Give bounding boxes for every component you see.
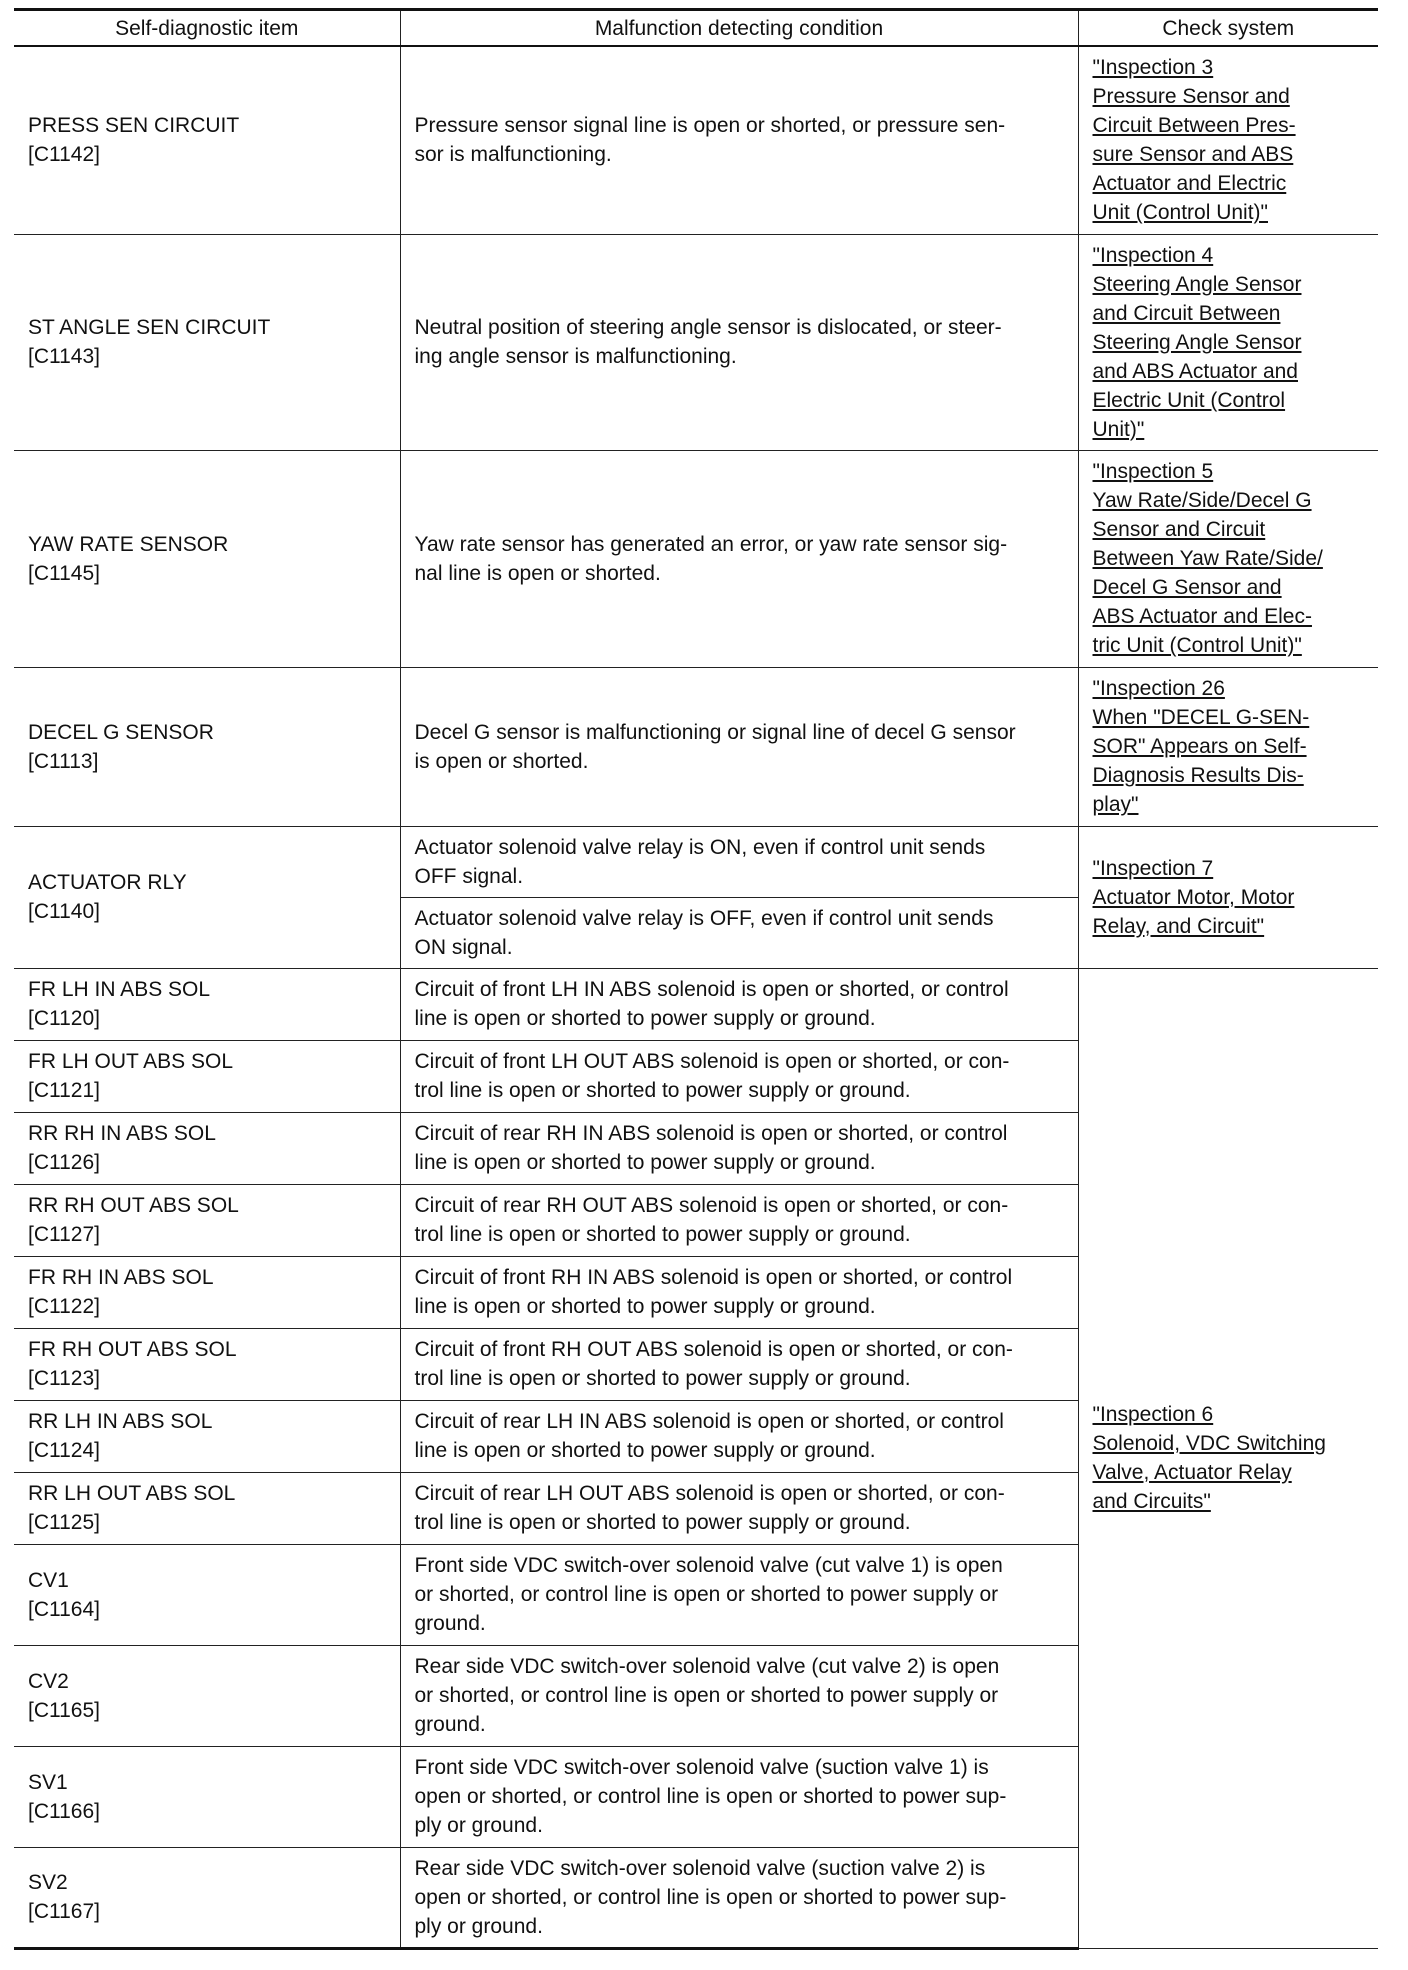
link-line: When "DECEL G-SEN- xyxy=(1092,706,1310,729)
condition-line: trol line is open or shorted to power supply or ground. xyxy=(414,1511,911,1534)
item-code: [C1120] xyxy=(28,1007,100,1030)
inspection-26-link[interactable] xyxy=(1093,674,1371,819)
table-row xyxy=(14,826,1378,897)
condition-line: nal line is open or shorted. xyxy=(414,561,661,585)
malfunction-condition xyxy=(400,968,1078,1040)
inspection-4-link[interactable] xyxy=(1093,241,1371,444)
link-line: Unit (Control Unit)" xyxy=(1092,201,1268,225)
link-line: "Inspection 4 xyxy=(1092,243,1214,267)
table-row xyxy=(14,667,1378,826)
condition-line: ground. xyxy=(414,1713,486,1736)
self-diagnostic-item xyxy=(14,1184,400,1256)
item-name: ACTUATOR RLY xyxy=(28,871,187,894)
link-line: "Inspection 3 xyxy=(1092,56,1214,80)
malfunction-condition xyxy=(400,1645,1078,1746)
item-code: [C1166] xyxy=(28,1799,100,1823)
condition-line: Front side VDC switch-over solenoid valve (suction valve 1) is xyxy=(414,1756,989,1779)
item-code: [C1165] xyxy=(28,1698,100,1722)
item-code: [C1125] xyxy=(28,1511,100,1534)
table-header-row xyxy=(14,10,1378,47)
link-line: Decel G Sensor and xyxy=(1092,576,1282,599)
link-line: Unit)" xyxy=(1092,417,1145,441)
condition-line: trol line is open or shorted to power supply or ground. xyxy=(414,1367,911,1390)
item-code: [C1143] xyxy=(28,345,100,368)
self-diagnostic-item xyxy=(14,968,400,1040)
self-diagnostic-item xyxy=(14,1112,400,1184)
link-line: and Circuit Between xyxy=(1092,301,1281,325)
link-line: Diagnosis Results Dis- xyxy=(1092,764,1304,787)
condition-line: line is open or shorted to power supply or ground. xyxy=(414,1439,876,1462)
item-name: FR RH IN ABS SOL xyxy=(28,1266,214,1289)
condition-line: open or shorted, or control line is open or shorted to power sup- xyxy=(414,1785,1007,1808)
item-code: [C1126] xyxy=(28,1151,100,1174)
item-name: DECEL G SENSOR xyxy=(28,720,214,744)
condition-line: Rear side VDC switch-over solenoid valve (suction valve 2) is xyxy=(414,1856,986,1880)
check-system xyxy=(1078,968,1378,1948)
link-line: Valve, Actuator Relay xyxy=(1092,1461,1292,1484)
malfunction-condition xyxy=(400,826,1078,897)
malfunction-condition xyxy=(400,897,1078,968)
condition-line: Decel G sensor is malfunctioning or signal line of decel G sensor xyxy=(414,720,1016,744)
link-line: Electric Unit (Control xyxy=(1092,388,1286,412)
condition-line: OFF signal. xyxy=(414,864,524,888)
item-code: [C1127] xyxy=(28,1223,100,1246)
malfunction-condition xyxy=(400,1040,1078,1112)
item-name: FR RH OUT ABS SOL xyxy=(28,1338,237,1361)
malfunction-condition xyxy=(400,1112,1078,1184)
header-malfunction-condition: Malfunction detecting condition xyxy=(400,10,1078,47)
condition-line: is open or shorted. xyxy=(414,749,589,773)
condition-line: line is open or shorted to power supply or ground. xyxy=(414,1151,876,1174)
malfunction-condition xyxy=(400,234,1078,450)
self-diagnostic-item xyxy=(14,826,400,968)
malfunction-condition xyxy=(400,667,1078,826)
item-code: [C1164] xyxy=(28,1597,100,1621)
self-diagnostic-item xyxy=(14,1847,400,1948)
item-name: RR RH IN ABS SOL xyxy=(28,1122,216,1145)
link-line: Between Yaw Rate/Side/ xyxy=(1092,547,1323,570)
self-diagnostic-item xyxy=(14,667,400,826)
item-name: SV1 xyxy=(28,1770,68,1794)
self-diagnostic-item xyxy=(14,1328,400,1400)
link-line: and Circuits" xyxy=(1092,1490,1211,1513)
item-code: [C1121] xyxy=(28,1079,100,1102)
link-line: and ABS Actuator and xyxy=(1092,359,1298,383)
condition-line: trol line is open or shorted to power supply or ground. xyxy=(414,1223,911,1246)
item-name: SV2 xyxy=(28,1871,68,1894)
condition-line: Circuit of rear LH IN ABS solenoid is open or shorted, or control xyxy=(414,1410,1004,1433)
item-code: [C1122] xyxy=(28,1295,100,1318)
malfunction-condition xyxy=(400,1184,1078,1256)
condition-line: trol line is open or shorted to power supply or ground. xyxy=(414,1079,911,1102)
item-code: [C1140] xyxy=(28,900,100,923)
item-name: ST ANGLE SEN CIRCUIT xyxy=(28,316,271,339)
condition-line: ON signal. xyxy=(414,935,513,959)
condition-line: Circuit of front RH OUT ABS solenoid is open or shorted, or con- xyxy=(414,1338,1013,1361)
item-name: CV2 xyxy=(28,1669,69,1693)
link-line: Pressure Sensor and xyxy=(1092,85,1290,109)
condition-line: or shorted, or control line is open or shorted to power supply or xyxy=(414,1684,999,1707)
link-line: Yaw Rate/Side/Decel G xyxy=(1092,489,1312,512)
malfunction-condition xyxy=(400,1256,1078,1328)
condition-line: line is open or shorted to power supply or ground. xyxy=(414,1295,876,1318)
condition-line: Circuit of front LH IN ABS solenoid is open or shorted, or control xyxy=(414,978,1009,1001)
check-system xyxy=(1078,46,1378,234)
item-name: PRESS SEN CIRCUIT xyxy=(28,114,240,138)
self-diagnostic-table xyxy=(14,8,1378,1950)
item-code: [C1124] xyxy=(28,1439,100,1462)
malfunction-condition xyxy=(400,1400,1078,1472)
condition-line: ground. xyxy=(414,1612,486,1635)
check-system xyxy=(1078,826,1378,968)
condition-line: Circuit of front RH IN ABS solenoid is open or shorted, or control xyxy=(414,1266,1013,1289)
malfunction-condition xyxy=(400,1328,1078,1400)
malfunction-condition xyxy=(400,1847,1078,1948)
inspection-6-link[interactable] xyxy=(1093,1400,1371,1516)
item-name: FR LH OUT ABS SOL xyxy=(28,1050,234,1073)
condition-line: Actuator solenoid valve relay is ON, even if control unit sends xyxy=(414,835,986,859)
condition-line: ply or ground. xyxy=(414,1914,543,1938)
item-code: [C1123] xyxy=(28,1367,100,1390)
self-diagnostic-item xyxy=(14,1645,400,1746)
link-line: Relay, and Circuit" xyxy=(1092,914,1265,938)
link-line: "Inspection 5 xyxy=(1092,460,1214,483)
malfunction-condition xyxy=(400,450,1078,667)
inspection-7-link[interactable] xyxy=(1093,854,1371,941)
link-line: Circuit Between Pres- xyxy=(1092,114,1296,138)
self-diagnostic-item xyxy=(14,1746,400,1847)
condition-line: Pressure sensor signal line is open or shorted, or pressure sen- xyxy=(414,114,1006,138)
self-diagnostic-item xyxy=(14,1472,400,1544)
condition-line: line is open or shorted to power supply or ground. xyxy=(414,1007,876,1030)
malfunction-condition xyxy=(400,1746,1078,1847)
item-code: [C1145] xyxy=(28,561,100,585)
self-diagnostic-item xyxy=(14,1544,400,1645)
check-system xyxy=(1078,667,1378,826)
link-line: Solenoid, VDC Switching xyxy=(1092,1432,1326,1455)
item-code: [C1113] xyxy=(28,749,99,773)
table-row xyxy=(14,234,1378,450)
header-check-system: Check system xyxy=(1078,10,1378,47)
link-line: "Inspection 7 xyxy=(1092,856,1214,880)
link-line: "Inspection 26 xyxy=(1092,677,1225,700)
link-line: Sensor and Circuit xyxy=(1092,518,1266,541)
item-code: [C1167] xyxy=(28,1900,100,1923)
condition-line: Circuit of front LH OUT ABS solenoid is open or shorted, or con- xyxy=(414,1050,1010,1073)
item-name: RR LH OUT ABS SOL xyxy=(28,1482,236,1505)
header-self-diagnostic-item: Self-diagnostic item xyxy=(14,10,400,47)
link-line: tric Unit (Control Unit)" xyxy=(1092,634,1302,657)
item-name: YAW RATE SENSOR xyxy=(28,532,229,556)
condition-line: or shorted, or control line is open or shorted to power supply or xyxy=(414,1583,999,1606)
malfunction-condition xyxy=(400,46,1078,234)
link-line: ABS Actuator and Elec- xyxy=(1092,605,1312,628)
condition-line: Neutral position of steering angle sensor is dislocated, or steer- xyxy=(414,316,1002,339)
table-row xyxy=(14,450,1378,667)
link-line: "Inspection 6 xyxy=(1092,1403,1214,1426)
condition-line: Yaw rate sensor has generated an error, or yaw rate sensor sig- xyxy=(414,532,1008,556)
self-diagnostic-item xyxy=(14,1400,400,1472)
link-line: Actuator and Electric xyxy=(1092,172,1287,196)
item-name: RR LH IN ABS SOL xyxy=(28,1410,213,1433)
condition-line: Circuit of rear LH OUT ABS solenoid is open or shorted, or con- xyxy=(414,1482,1005,1505)
condition-line: Circuit of rear RH IN ABS solenoid is open or shorted, or control xyxy=(414,1122,1008,1145)
condition-line: Front side VDC switch-over solenoid valve (cut valve 1) is open xyxy=(414,1554,1003,1577)
self-diagnostic-item xyxy=(14,450,400,667)
link-line: Steering Angle Sensor xyxy=(1092,272,1302,296)
condition-line: ing angle sensor is malfunctioning. xyxy=(414,345,737,368)
inspection-5-link[interactable] xyxy=(1093,457,1371,660)
condition-line: Circuit of rear RH OUT ABS solenoid is open or shorted, or con- xyxy=(414,1194,1009,1217)
malfunction-condition xyxy=(400,1544,1078,1645)
item-name: FR LH IN ABS SOL xyxy=(28,978,211,1001)
inspection-3-link[interactable] xyxy=(1093,53,1371,227)
condition-line: ply or ground. xyxy=(414,1814,543,1837)
check-system xyxy=(1078,234,1378,450)
self-diagnostic-item xyxy=(14,46,400,234)
link-line: Steering Angle Sensor xyxy=(1092,330,1302,354)
condition-line: open or shorted, or control line is open or shorted to power sup- xyxy=(414,1885,1007,1909)
link-line: SOR" Appears on Self- xyxy=(1092,735,1307,758)
link-line: sure Sensor and ABS xyxy=(1092,143,1294,167)
item-name: RR RH OUT ABS SOL xyxy=(28,1194,239,1217)
table-row xyxy=(14,46,1378,234)
item-name: CV1 xyxy=(28,1568,69,1592)
item-code: [C1142] xyxy=(28,143,100,167)
malfunction-condition xyxy=(400,1472,1078,1544)
condition-line: Rear side VDC switch-over solenoid valve (cut valve 2) is open xyxy=(414,1655,1000,1678)
self-diagnostic-item xyxy=(14,1040,400,1112)
self-diagnostic-item xyxy=(14,234,400,450)
link-line: Actuator Motor, Motor xyxy=(1092,885,1295,909)
condition-line: sor is malfunctioning. xyxy=(414,143,612,167)
condition-line: Actuator solenoid valve relay is OFF, even if control unit sends xyxy=(414,906,994,930)
document-page xyxy=(14,8,1378,1950)
check-system xyxy=(1078,450,1378,667)
table-row xyxy=(14,968,1378,1040)
link-line: play" xyxy=(1092,793,1139,816)
self-diagnostic-item xyxy=(14,1256,400,1328)
